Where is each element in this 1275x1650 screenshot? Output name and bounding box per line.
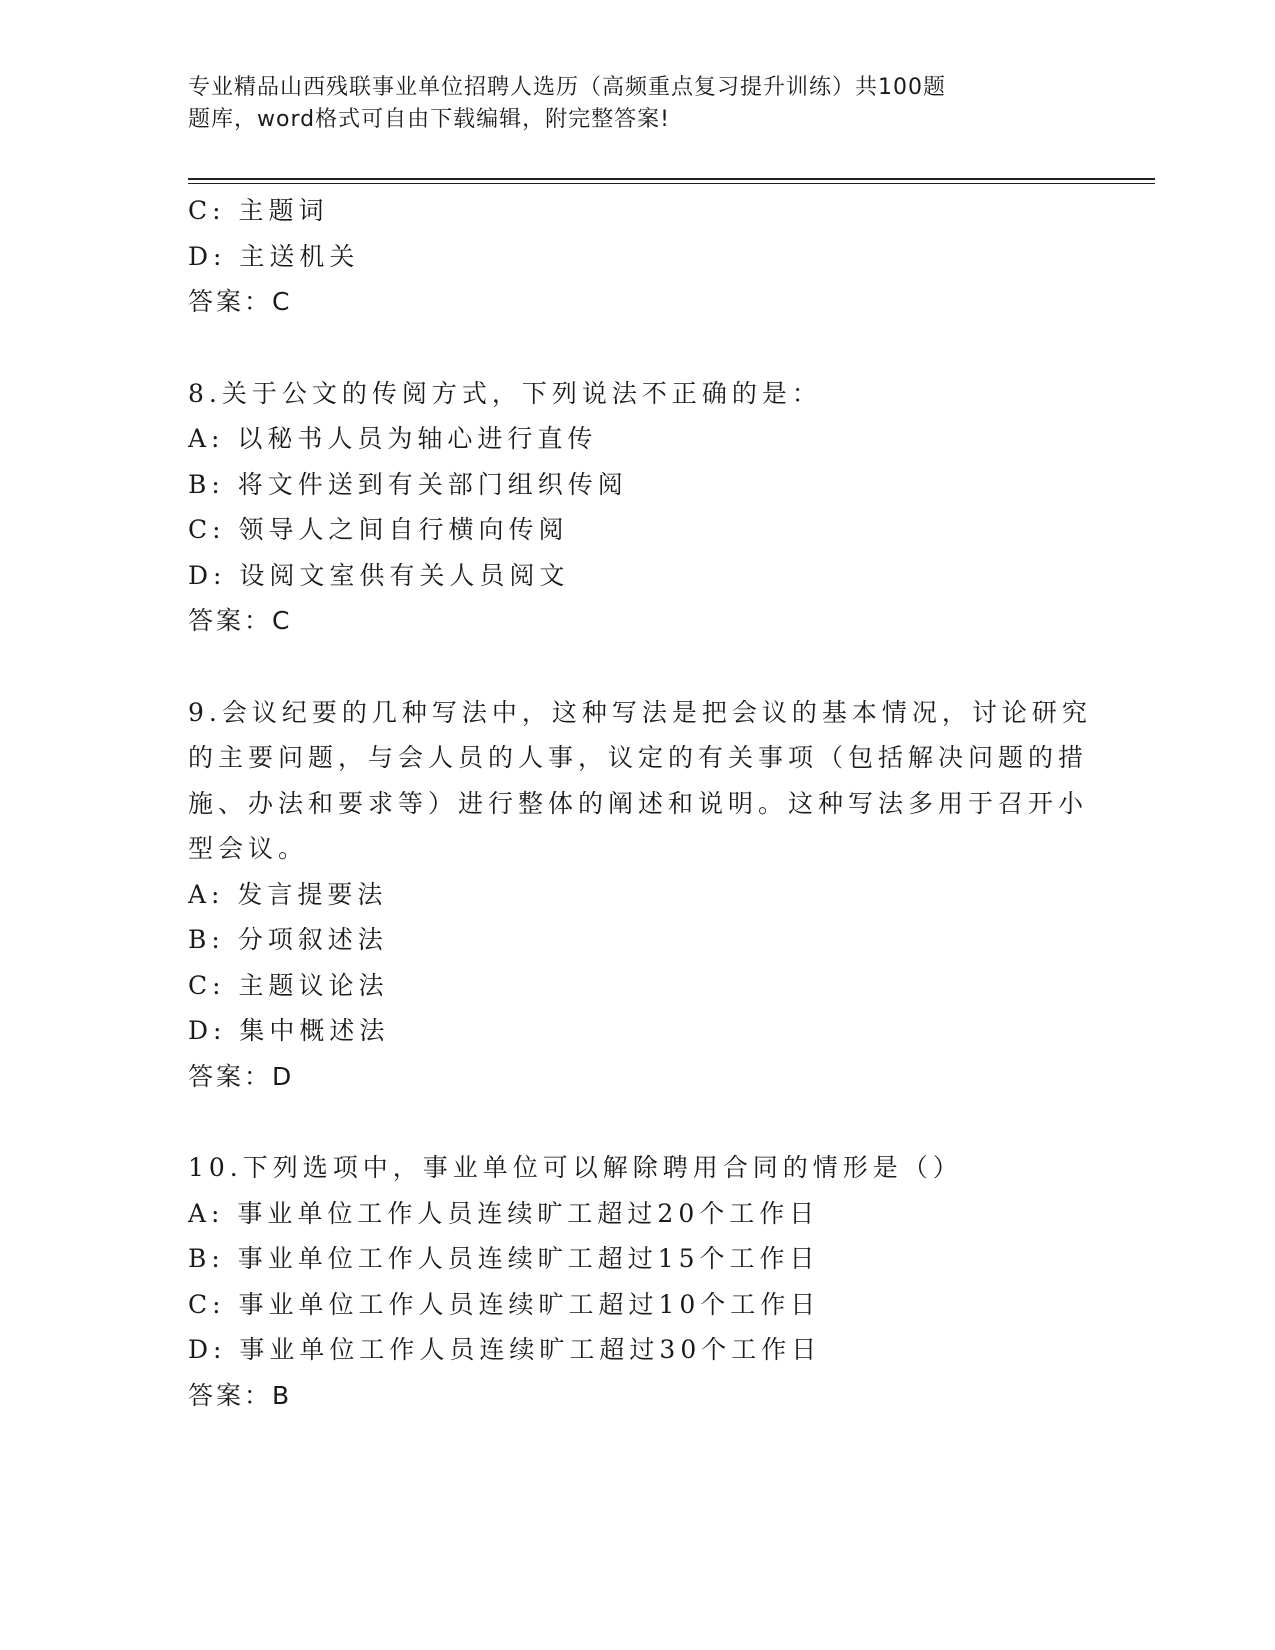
spacer	[188, 644, 1088, 690]
q10-question: 10.下列选项中，事业单位可以解除聘用合同的情形是（）	[188, 1153, 963, 1182]
q8-question: 8.关于公文的传阅方式，下列说法不正确的是：	[188, 378, 822, 408]
q9-question-line-2: 的主要问题，与会人员的人事，议定的有关事项（包括解决问题的措	[188, 743, 1089, 772]
q9-option-b: B: 分项叙述法	[188, 925, 388, 954]
document-body	[188, 188, 1092, 1418]
q9-option-c: C: 主题议论法	[188, 970, 389, 1000]
header-line-2: 题库，word格式可自由下载编辑，附完整答案!	[188, 107, 670, 132]
q8-option-c: C: 领导人之间自行横向传阅	[188, 515, 569, 544]
header-divider-thick	[188, 178, 1155, 180]
q10-option-a: A: 事业单位工作人员连续旷工超过20个工作日	[188, 1198, 820, 1228]
q9-option-d: D: 集中概述法	[188, 1016, 390, 1045]
q8-answer: 答案：C	[188, 606, 293, 635]
q9-question-line-4: 型会议。	[188, 834, 309, 863]
q10-option-c: C: 事业单位工作人员连续旷工超过10个工作日	[188, 1289, 821, 1319]
spacer	[188, 325, 1088, 371]
q8-option-b: B: 将文件送到有关部门组织传阅	[188, 469, 628, 499]
document-header	[188, 72, 1028, 136]
q8-option-a: A: 以秘书人员为轴心进行直传	[188, 424, 598, 453]
q9-question-line-1: 9.会议纪要的几种写法中，这种写法是把会议的基本情况，讨论研究	[188, 697, 1092, 727]
spacer	[188, 1099, 1088, 1145]
q7-option-d: D: 主送机关	[188, 241, 360, 271]
q9-answer: 答案：D	[188, 1061, 295, 1091]
q10-option-d: D: 事业单位工作人员连续旷工超过30个工作日	[188, 1335, 822, 1364]
header-line-1: 专业精品山西残联事业单位招聘人选历（高频重点复习提升训练）共100题	[188, 75, 946, 100]
question-7	[188, 188, 1088, 325]
question-9	[188, 690, 1092, 1100]
q10-option-b: B: 事业单位工作人员连续旷工超过15个工作日	[188, 1244, 820, 1273]
q10-answer: 答案：B	[188, 1380, 293, 1410]
question-8	[188, 371, 1088, 644]
header-divider-thin	[188, 183, 1155, 184]
q9-question-line-3: 施、办法和要求等）进行整体的阐述和说明。这种写法多用于召开小	[188, 788, 1089, 818]
q8-option-d: D: 设阅文室供有关人员阅文	[188, 560, 570, 590]
q7-answer: 答案：C	[188, 287, 293, 316]
q7-option-c: C: 主题词	[188, 196, 329, 225]
question-10	[188, 1145, 1088, 1418]
q9-option-a: A: 发言提要法	[188, 879, 388, 909]
